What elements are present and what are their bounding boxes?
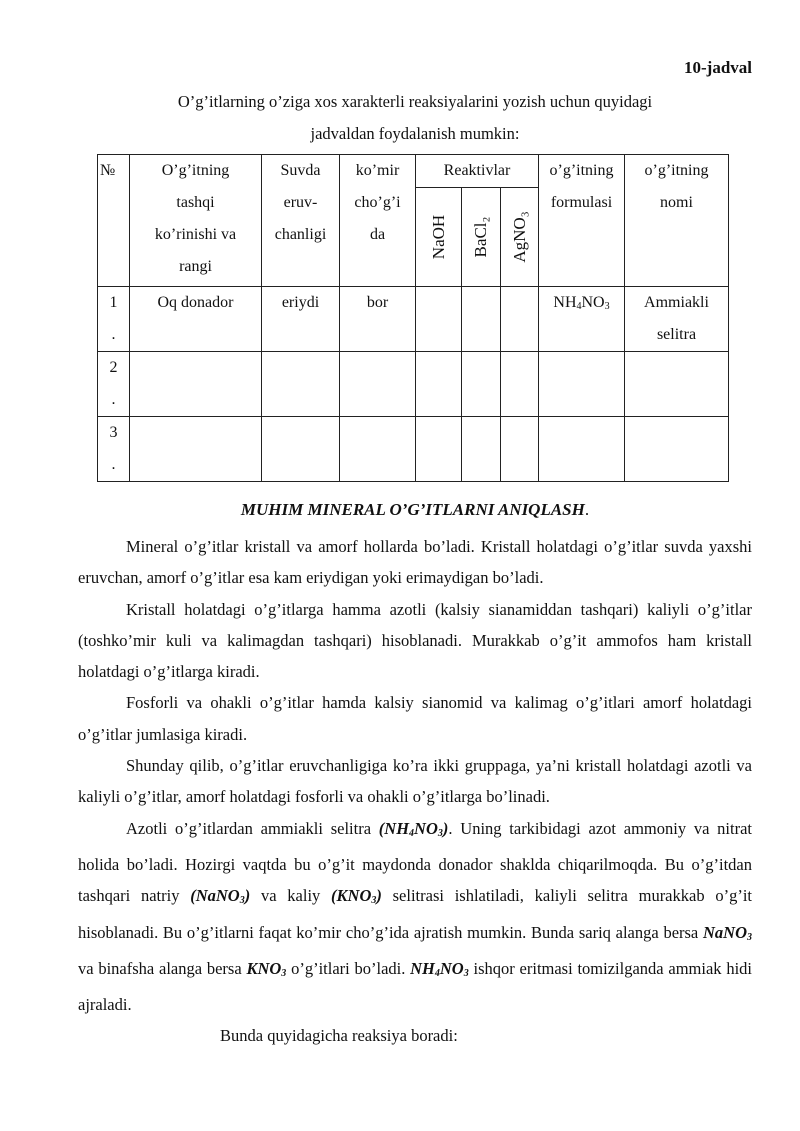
row-coal (340, 417, 416, 482)
row-no: 1 . (98, 287, 130, 352)
header-reagents: Reaktivlar (416, 155, 539, 188)
paragraph: Kristall holatdagi o’g’itlarga hamma azotli (kalsiy sianamiddan tashqari) kaliyli o’g’itlar (toshko’mir kuli va kalimagdan tashqari) hisoblanadi. Murakkab o’g’it ammofos ham kristall holatdagi o’g’itlarga kiradi. (78, 599, 752, 682)
table-intro (78, 86, 752, 150)
row-name (625, 417, 729, 482)
header-solubility: Suvda eruv- chanligi (262, 155, 340, 287)
header-naoh: NaOH (416, 188, 462, 287)
table-label: 10-jadval (684, 58, 752, 77)
formula: $KNO_3$ (246, 958, 287, 979)
row-coal (340, 352, 416, 417)
body-text (78, 531, 752, 1052)
row-appearance (130, 417, 262, 482)
row-agno3 (501, 417, 539, 482)
table-header-row (98, 155, 729, 188)
row-naoh (416, 352, 462, 417)
header-appearance: O’g’itning tashqi ko’rinishi va rangi (130, 155, 262, 287)
paragraph: Azotli o’g’itlardan ammiakli selitra $(NH_4NO_3)$. Uning tarkibidagi azot ammoniy va nitrat holida bo’ladi. Hozirgi vaqtda bu o’g’it maydonda donador shaklda chiqarilmoqda. Bu o’g’itdan tashqari natriy (NaNO$_3$) va kaliy $(KNO_3)$ selitrasi ishlatiladi, kaliyli selitra murakkab o’g’it hisoblanadi. Bu o’g’itlarni faqat ko’mir cho’g’ida ajratish mumkin. Bunda sariq alanga bersa NaNO$_3$ va binafsha alanga bersa $KNO_3$ o’g’itlari bo’ladi. $NH_4NO_3$ ishqor eritmasi tomizilganda ammiak hidi ajraladi. (78, 818, 752, 1015)
header-no: № (98, 155, 130, 287)
row-formula (539, 417, 625, 482)
row-solubility (262, 417, 340, 482)
header-coal: ko’mir cho’g’i da (340, 155, 416, 287)
formula: (NaNO$_3$) (190, 886, 251, 907)
header-agno3: AgNO₃ (501, 188, 539, 287)
row-name: Ammiakli selitra (625, 287, 729, 352)
row-solubility: eriydi (262, 287, 340, 352)
row-coal: bor (340, 287, 416, 352)
formula: NaNO$_3$ (703, 922, 752, 943)
row-bacl2 (462, 417, 501, 482)
paragraph: Shunday qilib, o’g’itlar eruvchanligiga ko’ra ikki gruppaga, ya’ni kristall holatdagi azotli va kaliyli o’g’itlar, amorf holatdagi fosforli va ohakli o’g’itlarga bo’linadi. (78, 756, 752, 807)
formula: $(NH_4NO_3)$ (378, 818, 449, 839)
row-naoh (416, 417, 462, 482)
fertilizer-table (97, 154, 729, 482)
intro-line-2: jadvaldan foydalanish mumkin: (310, 124, 520, 143)
row-agno3 (501, 352, 539, 417)
table-row (98, 352, 729, 417)
paragraph: Fosforli va ohakli o’g’itlar hamda kalsiy sianomid va kalimag o’g’itlari amorf holatdagi o’g’itlar jumlasiga kiradi. (78, 693, 752, 744)
row-no: 3 . (98, 417, 130, 482)
row-name (625, 352, 729, 417)
row-no: 2 . (98, 352, 130, 417)
row-bacl2 (462, 287, 501, 352)
row-agno3 (501, 287, 539, 352)
row-naoh (416, 287, 462, 352)
formula: $NH_4NO_3$ (410, 958, 469, 979)
header-formula: o’g’itning formulasi (539, 155, 625, 287)
formula: $(KNO_3)$ (331, 886, 382, 907)
row-bacl2 (462, 352, 501, 417)
row-formula (539, 352, 625, 417)
section-heading: MUHIM MINERAL O’G’ITLARNI ANIQLASH. (240, 500, 590, 519)
row-formula: $NH_4NO_3$ (539, 287, 625, 352)
row-appearance (130, 352, 262, 417)
paragraph: Mineral o’g’itlar kristall va amorf hollarda bo’ladi. Kristall holatdagi o’g’itlar suvda yaxshi eruvchan, amorf o’g’itlar esa kam eriydigan yoki erimaydigan bo’ladi. (78, 537, 752, 588)
row-appearance: Oq donador (130, 287, 262, 352)
header-bacl2: BaCl₂ (462, 188, 501, 287)
table-row (98, 287, 729, 352)
row-solubility (262, 352, 340, 417)
intro-line-1: O’g’itlarning o’ziga xos xarakterli reaksiyalarini yozish uchun quyidagi (177, 92, 653, 111)
table-row (98, 417, 729, 482)
paragraph: Bunda quyidagicha reaksiya boradi: (220, 1026, 458, 1046)
header-name: o’g’itning nomi (625, 155, 729, 287)
